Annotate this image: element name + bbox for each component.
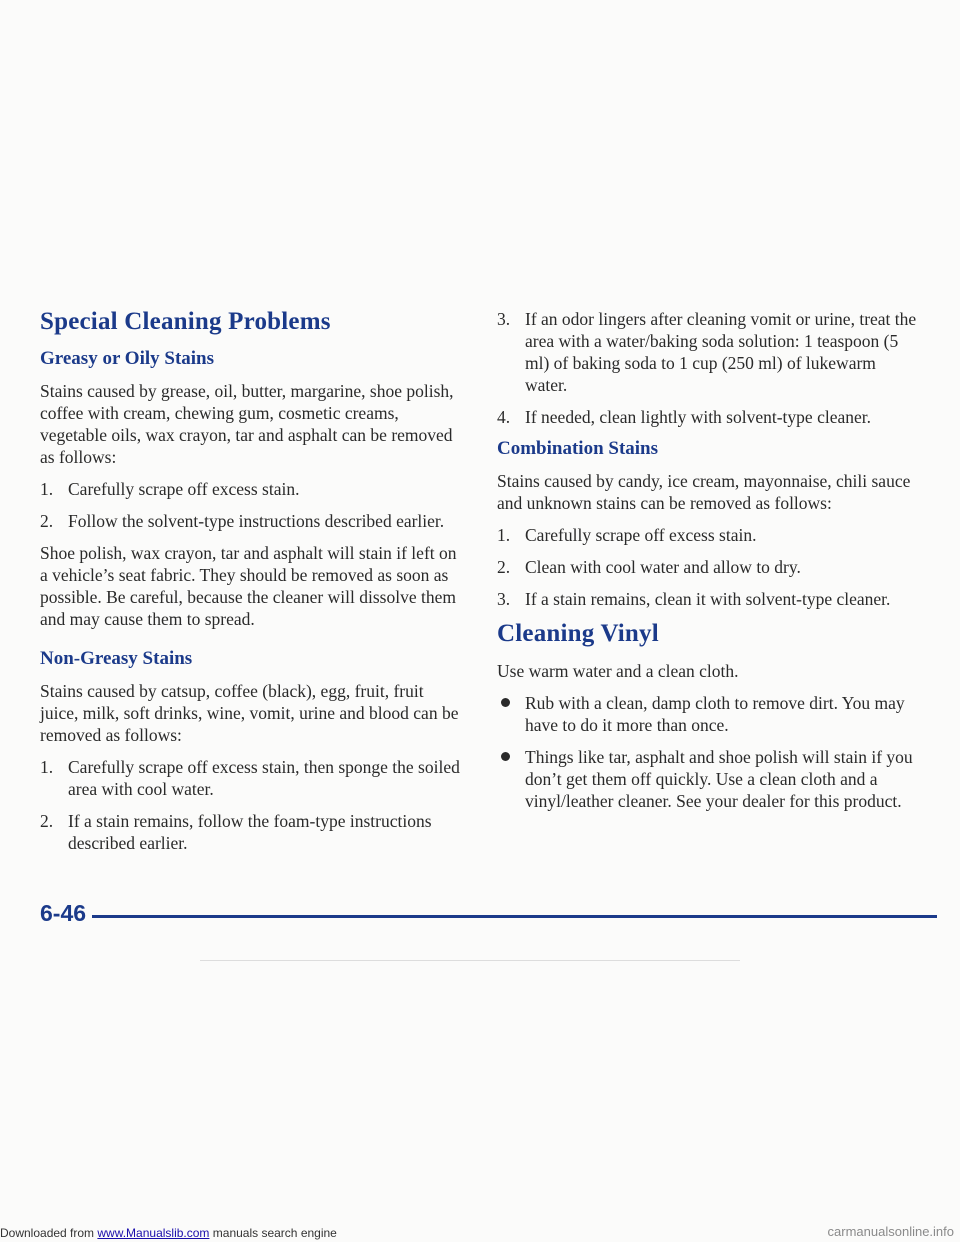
list-item: 2. Clean with cool water and allow to dry.: [497, 557, 801, 577]
continued-steps: [497, 308, 922, 428]
footer-rule: [92, 915, 937, 918]
vinyl-bullets: [497, 692, 922, 812]
page-footer: [40, 900, 940, 930]
page-number: 6-46: [40, 900, 87, 926]
left-column: [40, 308, 460, 864]
greasy-intro: Stains caused by grease, oil, butter, margarine, shoe polish, coffee with cream, chewing gum, cosmetic creams, vegetable oils, wax crayon, tar and asphalt can be removed as follows:: [40, 381, 454, 467]
list-item: 4. If needed, clean lightly with solvent-type cleaner.: [497, 407, 871, 427]
list-item: 2. If a stain remains, follow the foam-type instructions described earlier.: [40, 811, 432, 853]
list-item: 3. If an odor lingers after cleaning vomit or urine, treat the area with a water/baking soda solution: 1 teaspoon (5 ml) of baking soda to 1 cup (250 ml) of lukewarm water.: [497, 309, 917, 395]
list-item: 1. Carefully scrape off excess stain.: [40, 479, 300, 499]
bullet-icon: [501, 698, 510, 707]
list-item: Rub with a clean, damp cloth to remove dirt. You may have to do it more than once.: [497, 692, 922, 736]
vinyl-title: Cleaning Vinyl: [497, 620, 659, 647]
greasy-note: Shoe polish, wax crayon, tar and asphalt will stain if left on a vehicle’s seat fabric. They should be removed as soon as possible. Be careful, because the cleaner will dissolve them and may cause them to spread.: [40, 543, 457, 629]
list-item: Things like tar, asphalt and shoe polish will stain if you don’t get them off quickly. Use a clean cloth and a vinyl/leather cleaner. See your dealer for this product.: [497, 746, 922, 812]
section-title: Special Cleaning Problems: [40, 308, 331, 335]
combination-steps: [497, 524, 922, 610]
nongreasy-heading: Non-Greasy Stains: [40, 648, 193, 669]
download-footer: Downloaded from www.Manualslib.com manuals search engine: [0, 1226, 337, 1240]
nongreasy-steps: [40, 756, 460, 854]
vinyl-intro: Use warm water and a clean cloth.: [497, 661, 739, 681]
watermark: carmanualsonline.info: [827, 1224, 954, 1239]
nongreasy-intro: Stains caused by catsup, coffee (black), egg, fruit, fruit juice, milk, soft drinks, wine, vomit, urine and blood can be removed as follows:: [40, 681, 459, 745]
greasy-steps: [40, 478, 460, 532]
manualslib-link[interactable]: www.Manualslib.com: [97, 1226, 210, 1240]
list-item: 1. Carefully scrape off excess stain.: [497, 525, 757, 545]
bullet-icon: [501, 752, 510, 761]
combination-intro: Stains caused by candy, ice cream, mayonnaise, chili sauce and unknown stains can be removed as follows:: [497, 471, 911, 513]
right-column: [497, 308, 922, 822]
list-item: 1. Carefully scrape off excess stain, then sponge the soiled area with cool water.: [40, 757, 460, 799]
scan-line: [200, 960, 740, 961]
combination-heading: Combination Stains: [497, 438, 659, 459]
greasy-heading: Greasy or Oily Stains: [40, 348, 215, 369]
list-item: 2. Follow the solvent-type instructions described earlier.: [40, 511, 445, 531]
list-item: 3. If a stain remains, clean it with solvent-type cleaner.: [497, 589, 891, 609]
